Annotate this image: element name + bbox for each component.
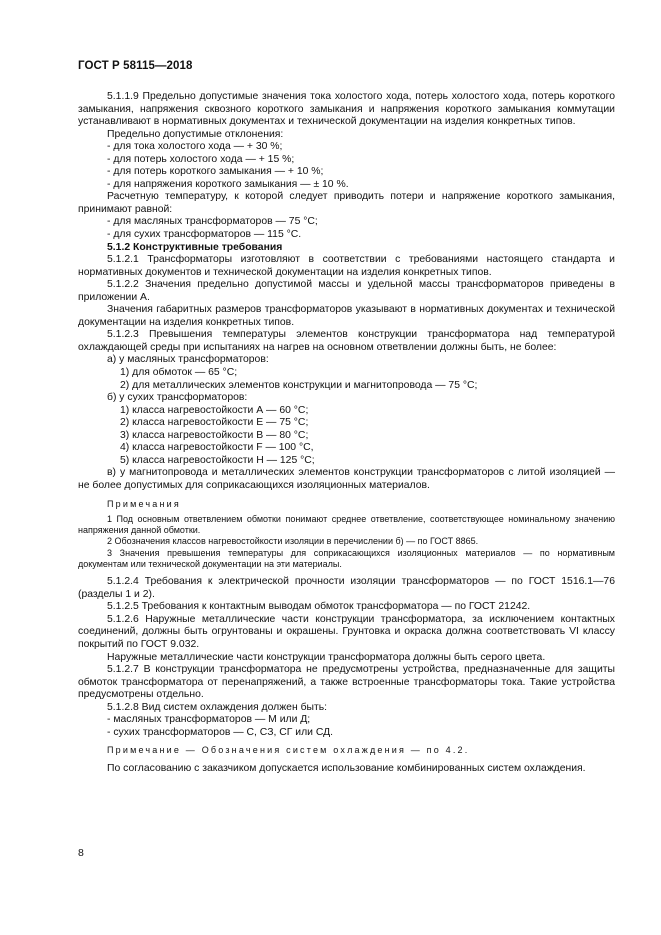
list-item: 2) для металлических элементов конструкции и магнитопровода — 75 °С;	[120, 379, 478, 391]
note-cooling: Примечание — Обозначения систем охлаждения — по 4.2.	[107, 745, 470, 756]
paragraph-5-1-2-5: 5.1.2.5 Требования к контактным выводам обмоток трансформатора — по ГОСТ 21242.	[107, 601, 531, 613]
list-item: - для тока холостого хода — + 30 %;	[107, 141, 283, 153]
list-item: - для потерь короткого замыкания — + 10 %;	[107, 166, 324, 178]
list-item: 3) класса нагревостойкости В — 80 °С;	[120, 429, 309, 441]
paragraph-color: Наружные металлические части конструкции трансформатора должны быть серого цвета.	[107, 651, 546, 663]
standard-header: ГОСТ Р 58115—2018	[78, 60, 193, 72]
list-item: б) у сухих трансформаторов:	[107, 392, 248, 404]
paragraph-5-1-2-3: 5.1.2.3 Превышения температуры элементов конструкции трансформатора над температурой охлаждающей среды при испытаниях на нагрев на основном ответвлении должны быть, не более:	[78, 329, 615, 353]
note-item: 1 Под основным ответвлением обмотки понимают среднее ответвление, соответствующее номинальному значению напряжения данной обмотки.	[78, 513, 615, 536]
list-item: а) у масляных трансформаторов:	[107, 354, 269, 366]
list-item: - сухих трансформаторов — С, СЗ, СГ или СД.	[107, 726, 334, 738]
list-item: в) у магнитопровода и металлических элементов конструкции трансформаторов с литой изоляцией — не более допустимых для соприкасающихся изоляционных материалов.	[78, 467, 615, 491]
list-item: - для потерь холостого хода — + 15 %;	[107, 153, 295, 165]
paragraph-5-1-2-6: 5.1.2.6 Наружные металлические части конструкции трансформатора, за исключением контактных соединений, должны быть огрунтованы и окрашены. Грунтовка и окраска должна соответствовать VI классу покрытий по ГОСТ 9.032.	[78, 613, 615, 651]
list-item: 1) для обмоток — 65 °С;	[120, 367, 238, 379]
paragraph-5-1-2-4: 5.1.2.4 Требования к электрической прочности изоляции трансформаторов — по ГОСТ 1516.1—76 (разделы 1 и 2).	[78, 576, 615, 600]
note-item: 3 Значения превышения температуры для соприкасающихся изоляционных материалов — по нормативным документам или технической документации на эти материалы.	[78, 547, 615, 569]
paragraph-deviations-intro: Предельно допустимые отклонения:	[107, 128, 284, 140]
section-heading-5-1-2: 5.1.2 Конструктивные требования	[107, 241, 283, 253]
paragraph-5-1-2-2: 5.1.2.2 Значения предельно допустимой массы и удельной массы трансформаторов приведены в приложении А.	[78, 279, 615, 303]
document-body	[78, 91, 615, 775]
list-item: - для сухих трансформаторов — 115 °С.	[107, 229, 302, 241]
notes-heading: Примечания	[107, 498, 181, 509]
paragraph-5-1-2-7: 5.1.2.7 В конструкции трансформатора не предусмотрены устройства, предназначенные для защиты обмоток трансформатора от перенапряжений, а также встроенные трансформаторы тока. Такие устройства предусмотрены отдельно.	[78, 664, 615, 701]
list-item: - для масляных трансформаторов — 75 °С;	[107, 216, 318, 228]
list-item: 4) класса нагревостойкости F — 100 °С,	[120, 442, 314, 454]
list-item: - для напряжения короткого замыкания — ± 10 %.	[107, 178, 349, 190]
list-item: 2) класса нагревостойкости Е — 75 °С;	[120, 417, 309, 429]
list-item: 5) класса нагревостойкости Н — 125 °С;	[120, 454, 315, 466]
paragraph-dimensions: Значения габаритных размеров трансформаторов указывают в нормативных документах и технической документации на изделия конкретных типов.	[78, 304, 615, 328]
paragraph-design-temperature: Расчетную температуру, к которой следует приводить потери и напряжение короткого замыкания, принимают равной:	[78, 191, 615, 215]
list-item: - масляных трансформаторов — М или Д;	[107, 714, 311, 726]
paragraph-combined-cooling: По согласованию с заказчиком допускается использование комбинированных систем охлаждения.	[107, 762, 586, 774]
paragraph-5-1-1-9: 5.1.1.9 Предельно допустимые значения тока холостого хода, потерь холостого хода, потерь короткого замыкания, напряжения сквозного короткого замыкания и напряжения короткого замыкания коммутации устанавливают в нормативных документах и технической документации на изделия конкретных типов.	[78, 91, 615, 128]
list-item: 1) класса нагревостойкости А — 60 °С;	[120, 404, 309, 416]
paragraph-5-1-2-8: 5.1.2.8 Вид систем охлаждения должен быть:	[107, 701, 328, 713]
paragraph-5-1-2-1: 5.1.2.1 Трансформаторы изготовляют в соответствии с требованиями настоящего стандарта и нормативных документов и технической документации на изделия конкретных типов.	[78, 254, 615, 278]
note-item: 2 Обозначения классов нагревостойкости изоляции в перечислении б) — по ГОСТ 8865.	[107, 536, 479, 547]
page-number: 8	[78, 847, 84, 859]
